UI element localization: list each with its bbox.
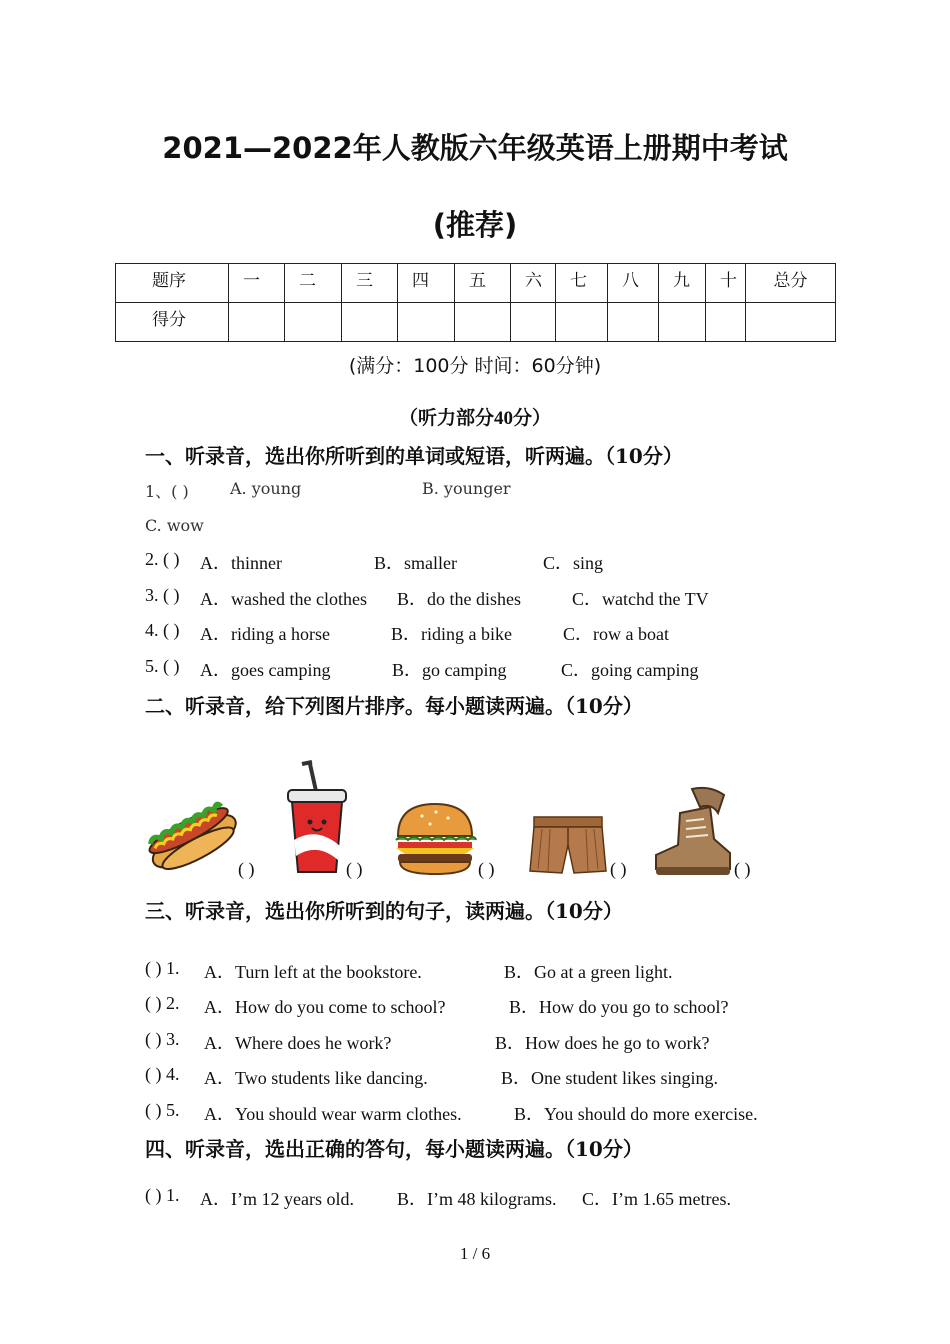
s3-q3-option-a: A．Where does he work?: [204, 1033, 392, 1053]
s4-q1-option-b: B．I’m 48 kilograms.: [397, 1189, 557, 1209]
q3-option-a: A．washed the clothes: [200, 589, 367, 609]
q2-option-c: C．sing: [543, 553, 604, 573]
score-input-cell[interactable]: [746, 303, 836, 342]
score-input-cell[interactable]: [608, 303, 659, 342]
q5-option-c: C．going camping: [561, 660, 699, 680]
q5-option-b: B．go camping: [392, 660, 507, 680]
s3-q2-option-a: A．How do you come to school?: [204, 997, 446, 1017]
score-input-cell[interactable]: [511, 303, 556, 342]
table-cell: 得分: [116, 303, 229, 342]
q4-option-b: B．riding a bike: [391, 624, 512, 644]
score-input-cell[interactable]: [342, 303, 398, 342]
answer-blank-3[interactable]: ( ): [478, 859, 495, 879]
q1-number: 1、( ): [145, 482, 189, 501]
table-cell: 九: [659, 264, 706, 303]
table-cell: 六: [511, 264, 556, 303]
score-table: [115, 263, 836, 342]
table-cell: 七: [556, 264, 608, 303]
document-subtitle: (推荐): [432, 208, 518, 242]
table-cell: 题序: [116, 264, 229, 303]
q5-number: 5. ( ): [145, 656, 180, 676]
score-input-cell[interactable]: [455, 303, 511, 342]
answer-blank-1[interactable]: ( ): [238, 859, 255, 879]
document-title: 2021—2022年人教版六年级英语上册期中考试: [162, 131, 788, 165]
section1-heading: 一、听录音，选出你所听到的单词或短语，听两遍。（10分）: [145, 444, 683, 468]
s3-q5-option-a: A．You should wear warm clothes.: [204, 1104, 462, 1124]
table-cell: 四: [398, 264, 455, 303]
page-number: 1 / 6: [459, 1244, 491, 1263]
s3-q4-option-b: B．One student likes singing.: [501, 1068, 718, 1088]
score-input-cell[interactable]: [556, 303, 608, 342]
score-input-cell[interactable]: [659, 303, 706, 342]
q4-option-a: A．riding a horse: [200, 624, 330, 644]
q3-option-c: C．watchd the TV: [572, 589, 709, 609]
table-cell: 五: [455, 264, 511, 303]
listening-part-label: （听力部分40分）: [398, 408, 551, 429]
section2-heading: 二、听录音，给下列图片排序。每小题读两遍。（10分）: [145, 694, 643, 718]
table-cell: 八: [608, 264, 659, 303]
s4-q1-option-c: C．I’m 1.65 metres.: [582, 1189, 731, 1209]
q3-option-b: B．do the dishes: [397, 589, 521, 609]
s3-q2-option-b: B．How do you go to school?: [509, 997, 729, 1017]
table-cell: 总分: [746, 264, 836, 303]
q1-option-b: B. younger: [422, 479, 511, 498]
soda-cup-picture: [284, 760, 350, 876]
s3-q1-number: ( ) 1.: [145, 958, 180, 978]
s3-q4-option-a: A．Two students like dancing.: [204, 1068, 428, 1088]
table-cell: 二: [285, 264, 342, 303]
table-cell: 十: [706, 264, 746, 303]
q2-option-a: A．thinner: [200, 553, 282, 573]
q3-number: 3. ( ): [145, 585, 180, 605]
score-table-header-row: [116, 264, 836, 303]
score-input-cell[interactable]: [398, 303, 455, 342]
section3-heading: 三、听录音，选出你所听到的句子，读两遍。（10分）: [145, 899, 623, 923]
shorts-picture: [528, 815, 608, 877]
s3-q2-number: ( ) 2.: [145, 993, 180, 1013]
answer-blank-5[interactable]: ( ): [734, 859, 751, 879]
score-input-cell[interactable]: [285, 303, 342, 342]
table-cell: 三: [342, 264, 398, 303]
q4-number: 4. ( ): [145, 620, 180, 640]
q1-option-a: A. young: [230, 479, 302, 498]
s3-q1-option-b: B．Go at a green light.: [504, 962, 673, 982]
answer-blank-4[interactable]: ( ): [610, 859, 627, 879]
score-input-cell[interactable]: [706, 303, 746, 342]
q2-option-b: B．smaller: [374, 553, 457, 573]
boots-picture: [652, 783, 732, 879]
score-table-score-row: [116, 303, 836, 342]
s3-q4-number: ( ) 4.: [145, 1064, 180, 1084]
s4-q1-number: ( ) 1.: [145, 1185, 180, 1205]
s3-q5-option-b: B．You should do more exercise.: [514, 1104, 758, 1124]
s3-q5-number: ( ) 5.: [145, 1100, 180, 1120]
q1-option-c: C. wow: [145, 516, 204, 535]
s3-q1-option-a: A．Turn left at the bookstore.: [204, 962, 422, 982]
exam-info: (满分：100分 时间：60分钟): [348, 355, 602, 377]
table-cell: 一: [229, 264, 285, 303]
q4-option-c: C．row a boat: [563, 624, 669, 644]
answer-blank-2[interactable]: ( ): [346, 859, 363, 879]
section4-heading: 四、听录音，选出正确的答句，每小题读两遍。（10分）: [145, 1137, 643, 1161]
s3-q3-option-b: B．How does he go to work?: [495, 1033, 710, 1053]
s4-q1-option-a: A．I’m 12 years old.: [200, 1189, 354, 1209]
score-input-cell[interactable]: [229, 303, 285, 342]
s3-q3-number: ( ) 3.: [145, 1029, 180, 1049]
q5-option-a: A．goes camping: [200, 660, 331, 680]
hotdog-picture: [143, 790, 239, 876]
burger-picture: [392, 800, 478, 876]
q2-number: 2. ( ): [145, 549, 180, 569]
